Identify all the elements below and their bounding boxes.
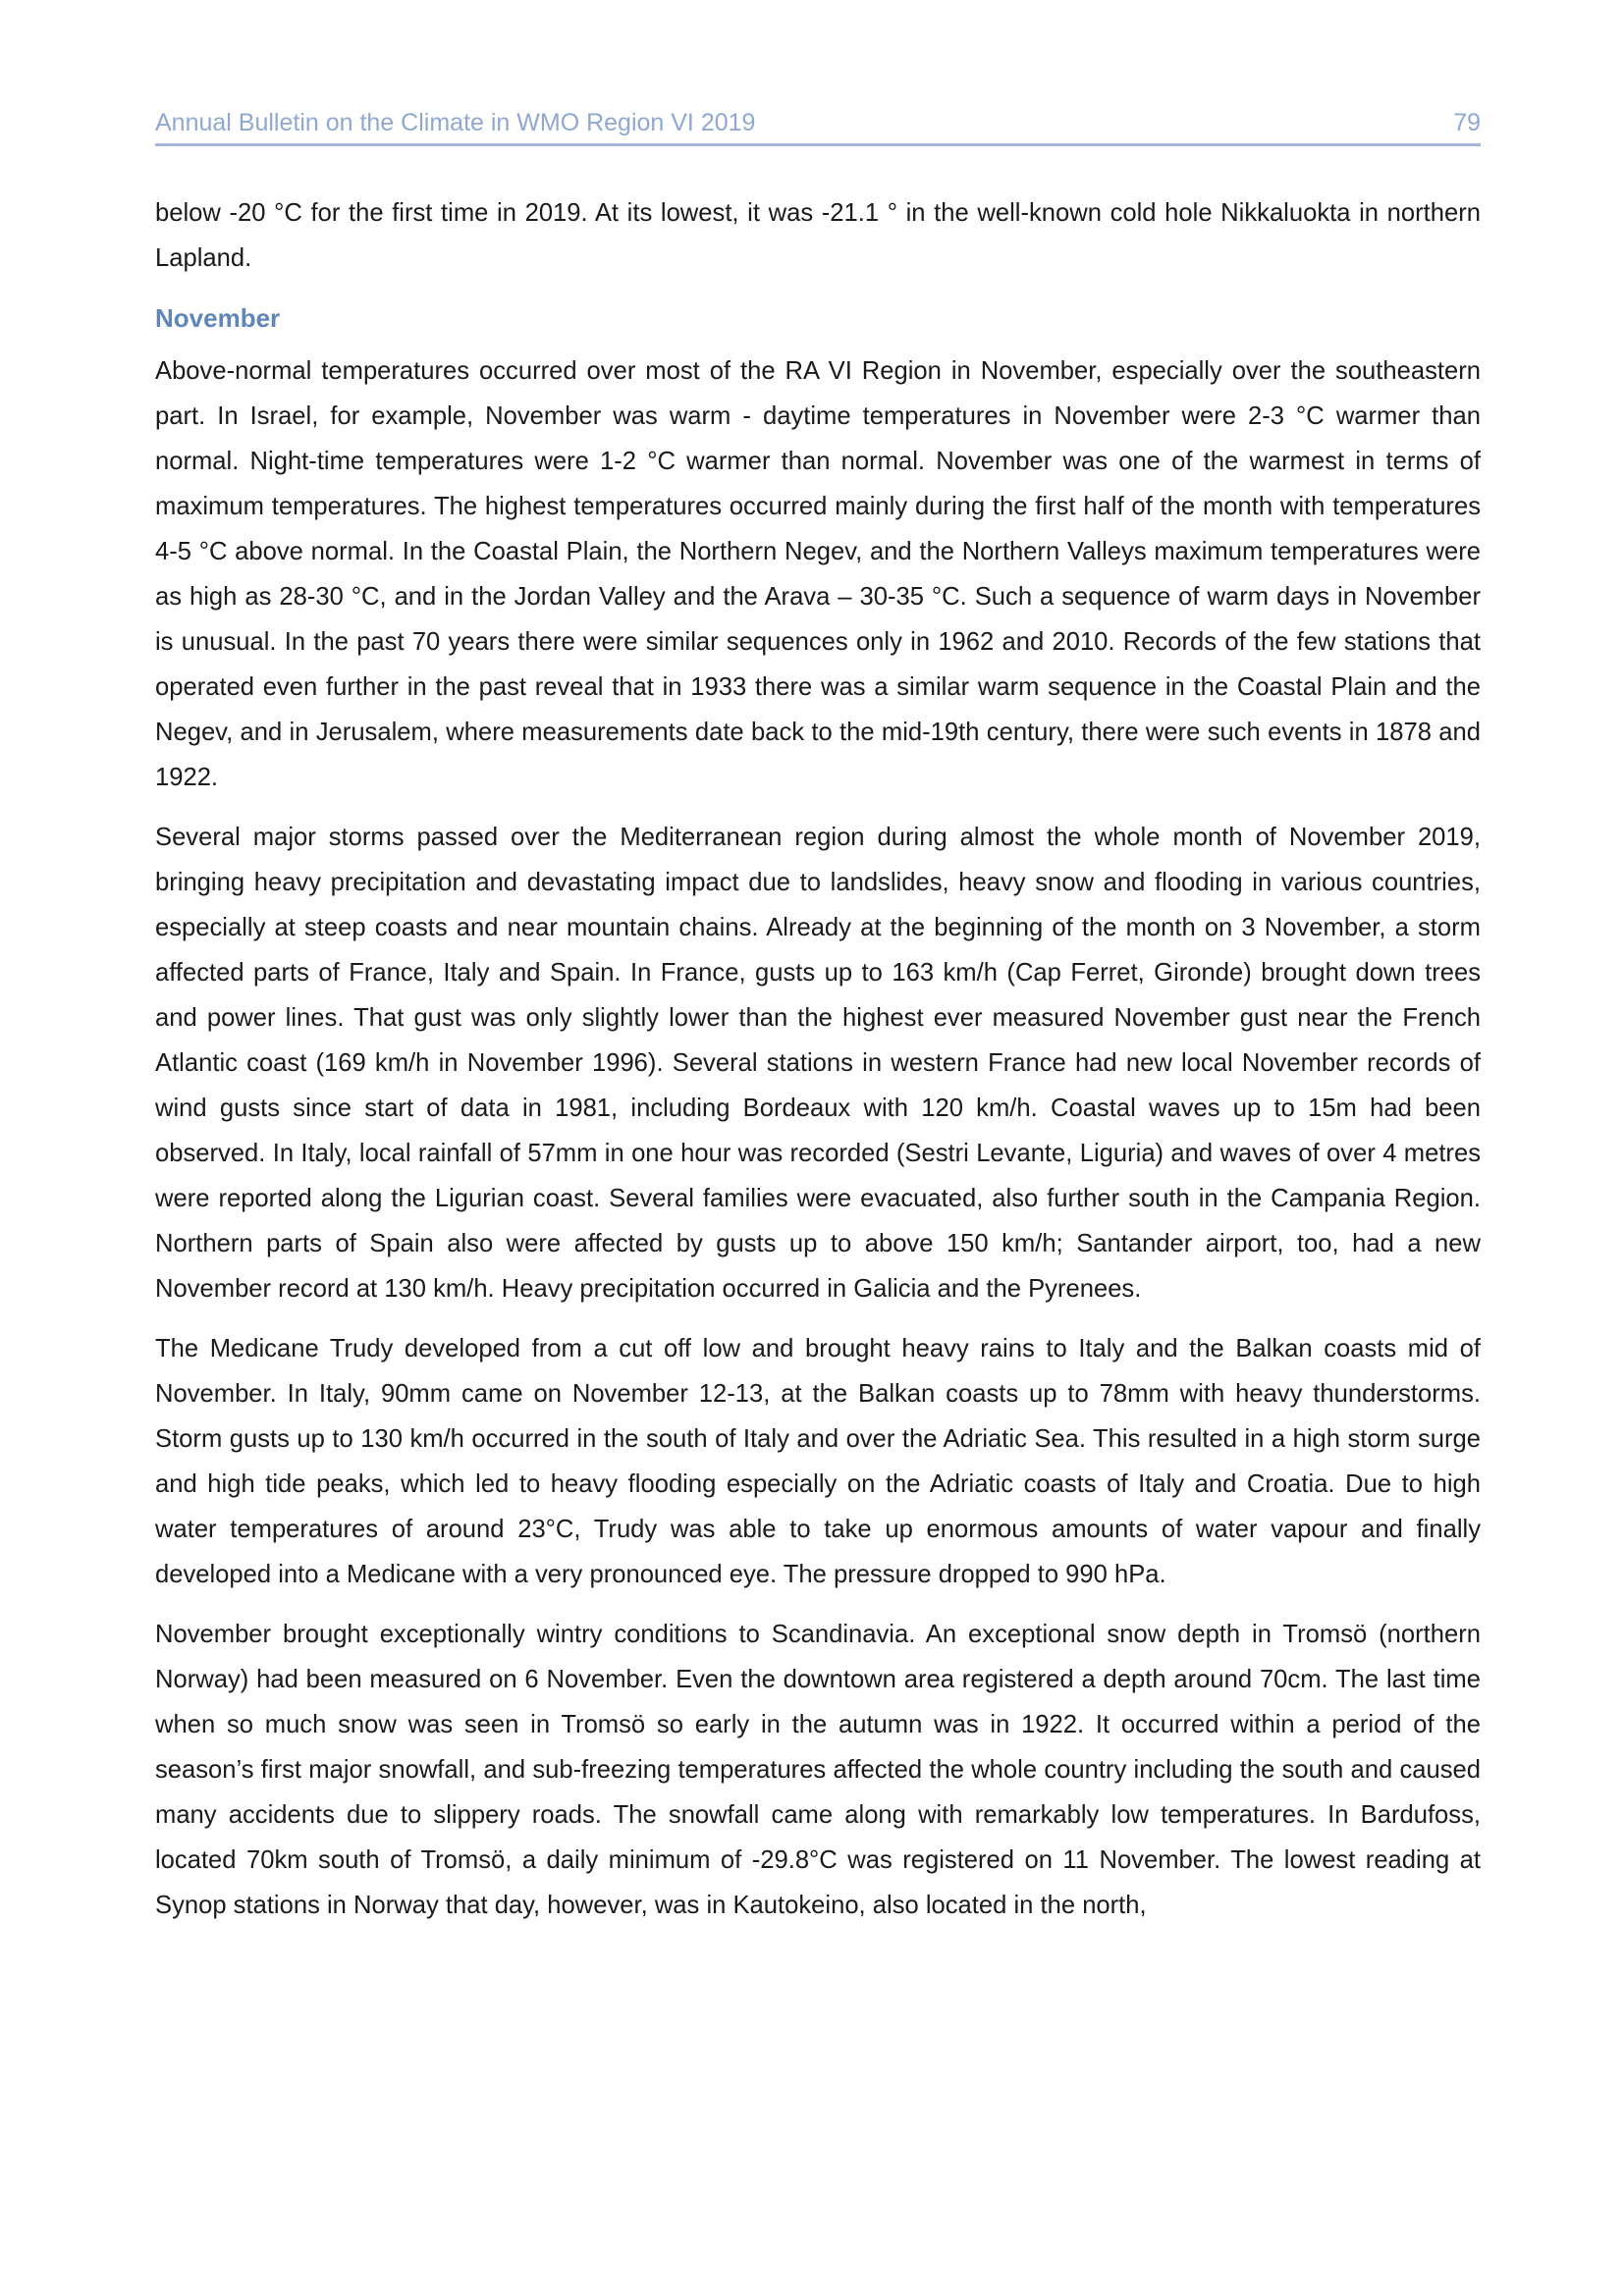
body-content [155,190,1481,1943]
running-header [155,94,1481,137]
paragraph: The Medicane Trudy developed from a cut off low and brought heavy rains to Italy and the Balkan coasts mid of November. In Italy, 90mm came on November 12-13, at the Balkan coasts up to 78mm with heavy thunderstorms. Storm gusts up to 130 km/h occurred in the south of Italy and over the Adriatic Sea. This resulted in a high storm surge and high tide peaks, which led to heavy flooding especially on the Adriatic coasts of Italy and Croatia. Due to high water temperatures of around 23°C, Trudy was able to take up enormous amounts of water vapour and finally developed into a Medicane with a very pronounced eye. The pressure dropped to 990 hPa. [155,1335,1481,1588]
intro-paragraph: below -20 °C for the first time in 2019. At its lowest, it was -21.1 ° in the well-known cold hole Nikkaluokta in northern Lapland. [155,199,1481,272]
document-page [155,0,1481,2296]
header-title: Annual Bulletin on the Climate in WMO Region VI 2019 [155,109,756,136]
paragraph: Above-normal temperatures occurred over most of the RA VI Region in November, especially over the southeastern part. In Israel, for example, November was warm - daytime temperatures in November were 2-3 °C warmer than normal. Night-time temperatures were 1-2 °C warmer than normal. November was one of the warmest in terms of maximum temperatures. The highest temperatures occurred mainly during the first half of the month with temperatures 4-5 °C above normal. In the Coastal Plain, the Northern Negev, and the Northern Valleys maximum temperatures were as high as 28-30 °C, and in the Jordan Valley and the Arava – 30-35 °C. Such a sequence of warm days in November is unusual. In the past 70 years there were similar sequences only in 1962 and 2010. Records of the few stations that operated even further in the past reveal that in 1933 there was a similar warm sequence in the Coastal Plain and the Negev, and in Jerusalem, where measurements date back to the mid-19th century, there were such events in 1878 and 1922. [155,357,1481,791]
header-divider [155,143,1481,146]
paragraph: November brought exceptionally wintry conditions to Scandinavia. An exceptional snow depth in Tromsö (northern Norway) had been measured on 6 November. Even the downtown area registered a depth around 70cm. The last time when so much snow was seen in Tromsö so early in the autumn was in 1922. It occurred within a period of the season’s first major snowfall, and sub-freezing temperatures affected the whole country including the south and caused many accidents due to slippery roads. The snowfall came along with remarkably low temperatures. In Bardufoss, located 70km south of Tromsö, a daily minimum of -29.8°C was registered on 11 November. The lowest reading at Synop stations in Norway that day, however, was in Kautokeino, also located in the north, [155,1621,1481,1919]
paragraph: Several major storms passed over the Mediterranean region during almost the whole month of November 2019, bringing heavy precipitation and devastating impact due to landslides, heavy snow and flooding in various countries, especially at steep coasts and near mountain chains. Already at the beginning of the month on 3 November, a storm affected parts of France, Italy and Spain. In France, gusts up to 163 km/h (Cap Ferret, Gironde) brought down trees and power lines. That gust was only slightly lower than the highest ever measured November gust near the French Atlantic coast (169 km/h in November 1996). Several stations in western France had new local November records of wind gusts since start of data in 1981, including Bordeaux with 120 km/h. Coastal waves up to 15m had been observed. In Italy, local rainfall of 57mm in one hour was recorded (Sestri Levante, Liguria) and waves of over 4 metres were reported along the Ligurian coast. Several families were evacuated, also further south in the Campania Region. Northern parts of Spain also were affected by gusts up to above 150 km/h; Santander airport, too, had a new November record at 130 km/h. Heavy precipitation occurred in Galicia and the Pyrenees. [155,824,1481,1303]
page-number: 79 [1453,109,1481,136]
section-heading-november: November [155,303,281,333]
